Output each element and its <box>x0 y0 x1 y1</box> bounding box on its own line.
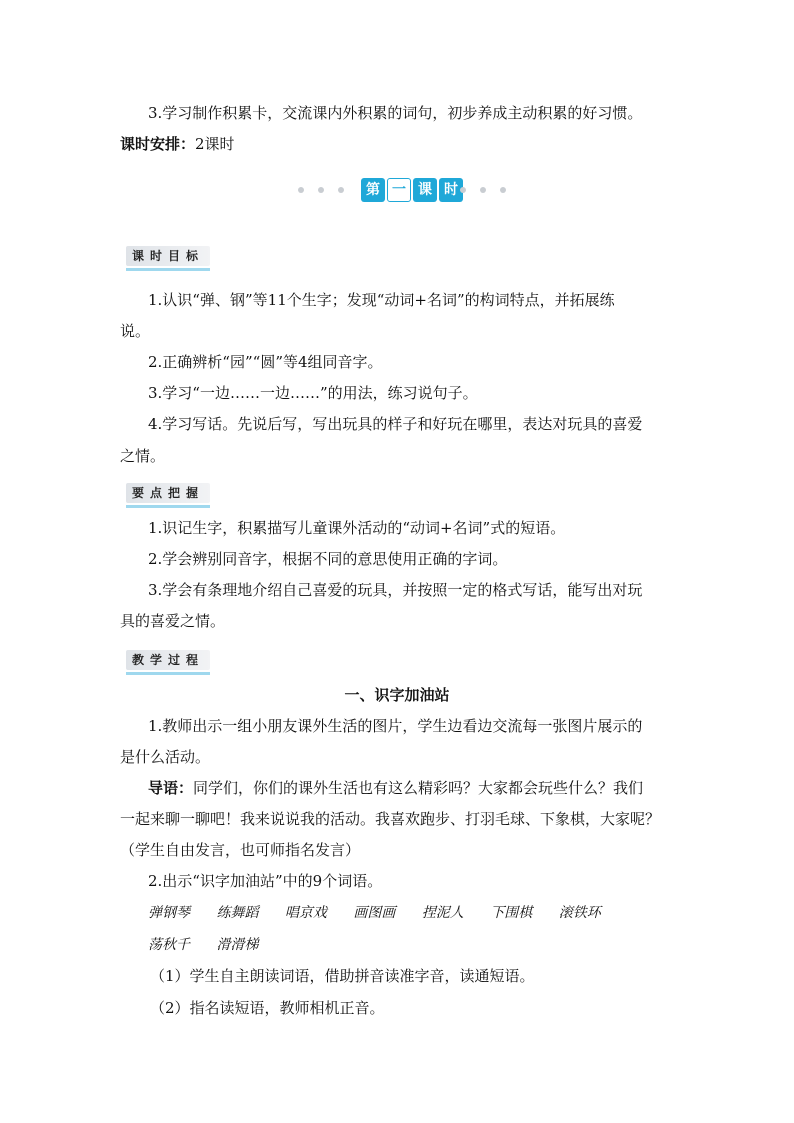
divider-dot <box>298 187 304 193</box>
lesson-title-char: 第 <box>361 178 385 202</box>
word-item: 画图画 <box>353 905 396 921</box>
divider-dot <box>460 187 466 193</box>
divider-dot <box>318 187 324 193</box>
lesson-title-char: 课 <box>413 178 437 202</box>
schedule-label: 课时安排： <box>120 135 196 153</box>
process-paragraph: 是什么活动。 <box>120 748 211 766</box>
guide-label: 导语： <box>148 779 194 797</box>
lesson-title-char: 一 <box>387 178 411 202</box>
keypoint-item: 1.识记生字，积累描写儿童课外活动的“动词+名词”式的短语。 <box>148 519 566 537</box>
section-tag-objectives <box>126 246 210 270</box>
schedule-value: 2课时 <box>195 135 235 153</box>
section-tag-process <box>126 650 210 674</box>
word-item: 捏泥人 <box>421 905 464 921</box>
lesson-title-badge <box>361 178 463 204</box>
lesson-title-char: 时 <box>439 178 463 202</box>
divider-dot <box>480 187 486 193</box>
process-step: （2）指名读短语，教师相机正音。 <box>150 999 385 1017</box>
guide-paragraph <box>148 778 708 798</box>
word-list <box>148 902 623 922</box>
guide-text: 同学们，你们的课外生活也有这么精彩吗？大家都会玩些什么？我们 <box>193 779 644 797</box>
objective-item: 之情。 <box>120 447 166 465</box>
lesson-divider <box>0 176 794 206</box>
keypoint-item: 具的喜爱之情。 <box>120 612 226 630</box>
guide-paragraph: 一起来聊一聊吧！我来说说我的活动。我喜欢跑步、打羽毛球、下象棋，大家呢？ <box>120 810 661 828</box>
keypoint-item: 2.学会辨别同音字，根据不同的意思使用正确的字词。 <box>148 550 508 568</box>
word-item: 唱京戏 <box>284 905 327 921</box>
word-item: 荡秋千 <box>148 937 190 953</box>
process-step: （1）学生自主朗读词语，借助拼音读准字音，读通短语。 <box>150 967 535 985</box>
process-paragraph: 1.教师出示一组小朋友课外生活的图片，学生边看边交流每一张图片展示的 <box>148 717 643 735</box>
guide-paragraph: （学生自由发言，也可师指名发言） <box>120 841 361 859</box>
objective-item: 3.学习“一边……一边……”的用法，练习说句子。 <box>148 384 478 402</box>
objective-item: 2.正确辨析“园”“圆”等4组同音字。 <box>148 353 383 371</box>
section-tag-keypoints <box>126 483 210 507</box>
word-item: 滑滑梯 <box>216 937 259 953</box>
divider-dot <box>500 187 506 193</box>
objective-item: 4.学习写话。先说后写，写出玩具的样子和好玩在哪里，表达对玩具的喜爱 <box>148 415 643 433</box>
objective-item: 说。 <box>120 322 151 340</box>
word-item: 练舞蹈 <box>216 905 259 921</box>
intro-goal-3: 3.学习制作积累卡，交流课内外积累的词句，初步养成主动积累的好习惯。 <box>148 104 643 122</box>
word-list <box>148 934 280 954</box>
keypoint-item: 3.学会有条理地介绍自己喜爱的玩具，并按照一定的格式写话，能写出对玩 <box>148 581 643 599</box>
schedule-line <box>120 134 680 154</box>
process-paragraph: 2.出示“识字加油站”中的9个词语。 <box>148 872 383 890</box>
section-tag-label: 教学过程 <box>131 653 204 667</box>
word-item: 滚铁环 <box>558 905 601 921</box>
section-heading: 一、识字加油站 <box>344 686 450 704</box>
section-tag-label: 课时目标 <box>131 249 204 263</box>
divider-dot <box>338 187 344 193</box>
word-item: 弹钢琴 <box>148 905 190 921</box>
section-tag-label: 要点把握 <box>131 486 204 500</box>
word-item: 下围棋 <box>490 905 533 921</box>
objective-item: 1.认识“弹、钢”等11个生字；发现“动词+名词”的构词特点，并拓展练 <box>148 291 615 309</box>
